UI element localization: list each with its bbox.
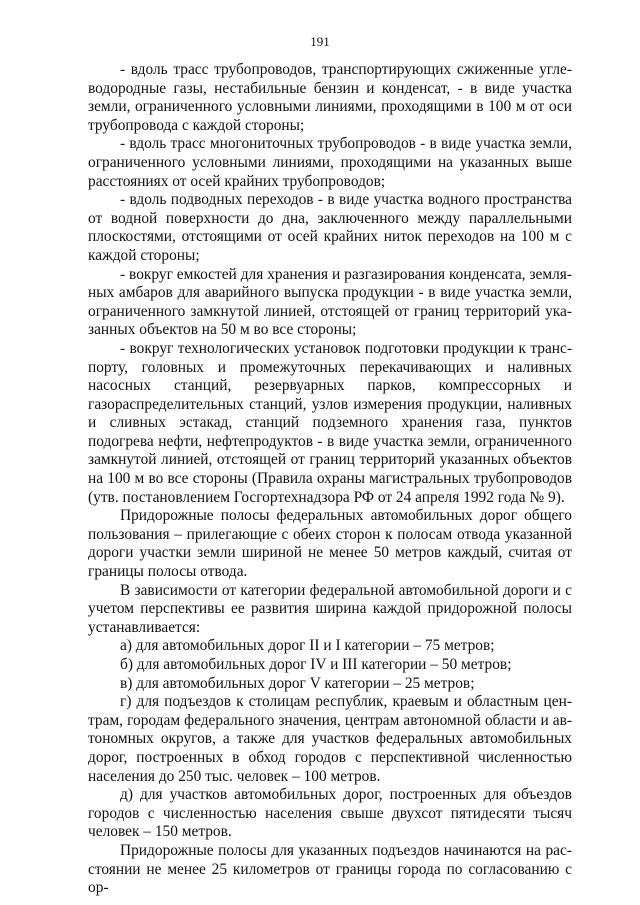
paragraph-condensate-tanks: - вокруг емкостей для хранения и разгазирования конденсата, земляных амбаров для аварийного выпуска продукции - в виде участка земли, ограниченного замкнутой линией, отстоящей от границ территорий указанных объектов на 50 м во все стороны; xyxy=(88,265,572,339)
paragraph-multi-line-pipelines: - вдоль трасс многониточных трубопроводов - в виде участка земли, ограниченного условными линиями, проходящими на указанных выше расстояниях от осей крайних трубопроводов; xyxy=(88,135,572,190)
list-item-g: г) для подъездов к столицам республик, краевым и областным центрам, городам федерального значения, центрам автономной области и автономных округов, а также для участков федеральных автомобильных дорог, построенных в обход городов с перспективной численностью населения до 250 тыс. человек – 100 метров. xyxy=(88,693,572,785)
paragraph-strip-width-intro: В зависимости от категории федеральной автомобильной дороги и с учетом перспективы ее развития ширина каждой придорожной полосы устанавливается: xyxy=(88,581,572,636)
list-item-b: б) для автомобильных дорог IV и III категории – 50 метров; xyxy=(120,656,512,673)
list-item-d: д) для участков автомобильных дорог, построенных для объездов городов с численностью населения свыше двухсот пятидесяти тысяч человек – 150 метров. xyxy=(88,786,572,841)
paragraph-technological-installations: - вокруг технологических установок подготовки продукции к транспорту, головных и промежуточных перекачивающих и наливных насосных станций, резервуарных парков, компрессорных и газораспределительных станций, узлов измерения продукции, наливных и сливных эстакад, станций подземного хранения газа, пунктов подогрева нефти, нефтепродуктов - в виде участка земли, ограниченного замкнутой линией, отстоящей от границ территорий указанных объектов на 100 м во все стороны (Правила охраны магистральных трубопроводов (утв. постановлением Госгортехнадзора РФ от 24 апреля 1992 года № 9). xyxy=(88,339,572,506)
paragraph-underwater-crossings: - вдоль подводных переходов - в виде участка водного пространства от водной поверхности до дна, заключенного между параллельными плоскостями, отстоящими от осей крайних ниток переходов на 100 м с каждой стороны; xyxy=(88,191,572,264)
list-item-a: а) для автомобильных дорог II и I категории – 75 метров; xyxy=(120,637,495,655)
paragraph-access-roads: Придорожные полосы для указанных подъездов начинаются на расстоянии не менее 25 километров от границы города по согласованию с ор- xyxy=(88,841,572,897)
page-number: 191 xyxy=(310,34,330,49)
body-text xyxy=(88,61,572,898)
paragraph-pipeline-lpg: - вдоль трасс трубопроводов, транспортирующих сжиженные углеводородные газы, нестабильные бензин и конденсат, - в виде участка земли, ограниченного условными линиями, проходящими в 100 м от оси трубопровода с каждой стороны; xyxy=(88,61,572,134)
paragraph-roadside-strips: Придорожные полосы федеральных автомобильных дорог общего пользования – прилегающие с обеих сторон к полосам отвода указанной дороги участки земли шириной не менее 50 метров каждый, считая от границы полосы отвода. xyxy=(88,507,572,581)
list-item-v: в) для автомобильных дорог V категории – 25 метров; xyxy=(120,674,475,692)
